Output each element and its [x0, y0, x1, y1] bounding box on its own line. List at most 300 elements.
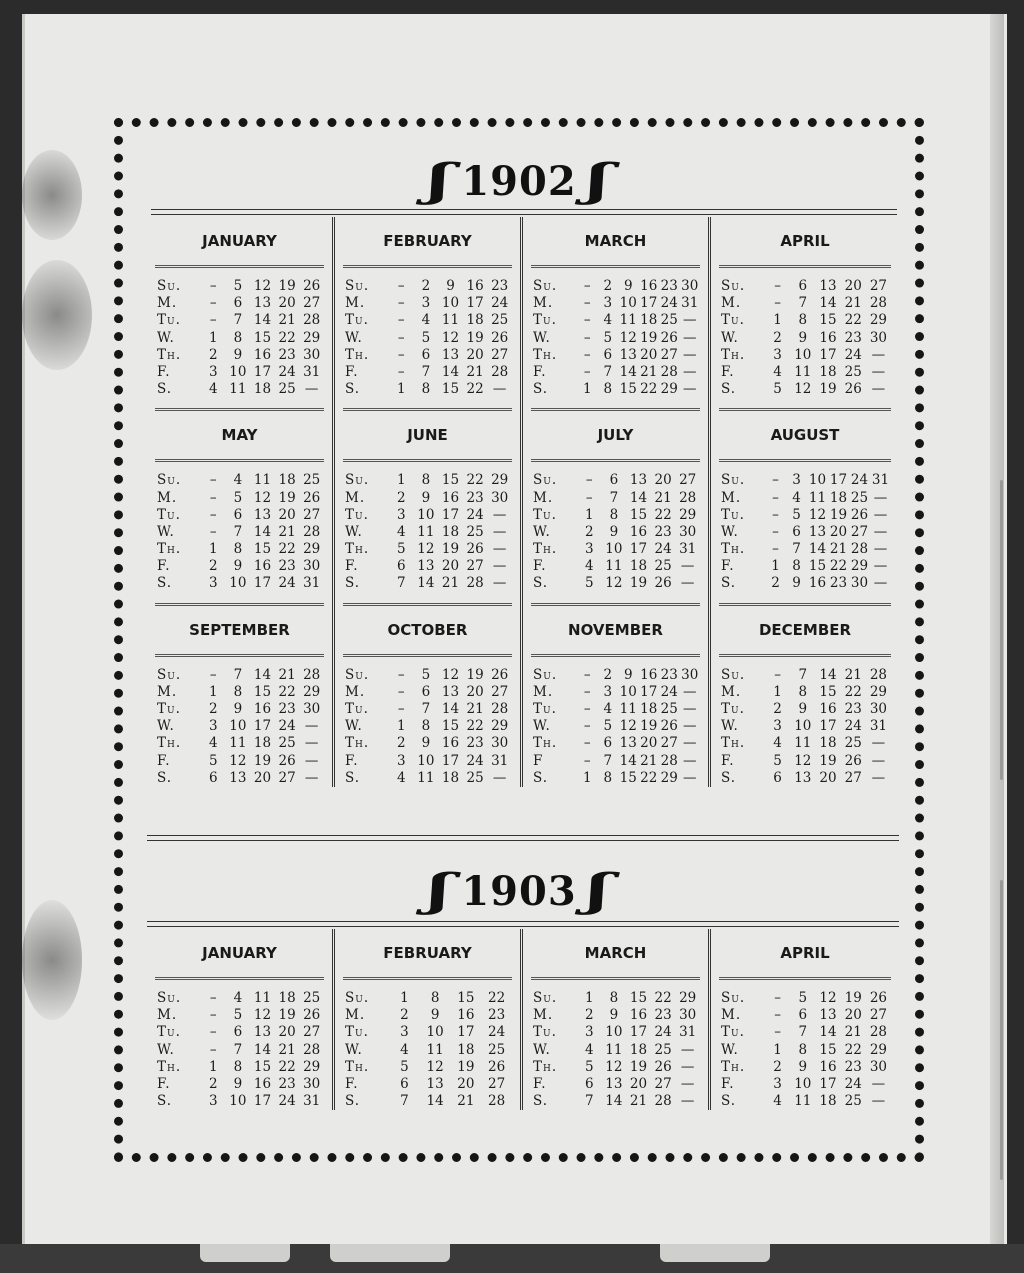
weekday-row: [533, 558, 700, 575]
date-number: 23: [654, 1007, 672, 1024]
date-number: —: [683, 381, 697, 398]
weekday-label: Su.: [345, 666, 370, 683]
weekday-label: Th.: [157, 1058, 182, 1075]
date-number: 13: [253, 506, 272, 523]
date-number: 27: [869, 1007, 887, 1024]
weekday-row: [721, 347, 891, 364]
date-number: 22: [278, 541, 296, 558]
date-number: 7: [792, 541, 801, 558]
date-number: –: [583, 363, 591, 380]
weekday-row: [345, 364, 512, 381]
date-number: 6: [798, 1007, 808, 1024]
day-table: [533, 472, 700, 592]
date-number: –: [583, 346, 591, 363]
date-number: 23: [466, 489, 484, 506]
date-number: 3: [603, 295, 613, 312]
day-table: [533, 278, 700, 398]
date-number: 13: [619, 735, 637, 752]
weekday-label: M.: [157, 1007, 178, 1024]
month-block: [523, 606, 711, 787]
weekday-row: [345, 667, 512, 684]
date-number: 15: [619, 769, 637, 786]
date-number: 21: [844, 1024, 862, 1041]
date-number: 21: [654, 489, 672, 506]
date-number: 30: [869, 329, 887, 346]
date-number: 9: [421, 489, 431, 506]
date-number: 23: [278, 1075, 296, 1092]
weekday-row: [157, 312, 324, 329]
flourish-left: ʃ: [427, 865, 453, 916]
date-number: 24: [850, 472, 869, 489]
month-name: JANUARY: [155, 217, 324, 268]
weekday-row: [345, 347, 512, 364]
date-number: 16: [441, 735, 460, 752]
weekday-label: Th.: [721, 346, 746, 363]
date-number: 16: [253, 701, 272, 717]
date-number: 20: [844, 278, 862, 294]
date-number: 28: [466, 575, 484, 592]
date-number: —: [873, 558, 888, 575]
month-block: [147, 929, 335, 1110]
weekday-label: Tu.: [345, 1024, 369, 1041]
month-block: [711, 606, 899, 787]
date-number: 13: [417, 558, 435, 575]
date-number: 20: [654, 472, 672, 489]
weekday-label: W.: [157, 329, 175, 346]
date-number: 26: [654, 1058, 672, 1075]
date-number: 13: [794, 769, 812, 786]
month-block: [147, 606, 335, 787]
weekday-label: Su.: [721, 278, 746, 294]
date-number: –: [209, 489, 217, 506]
date-number: —: [304, 735, 319, 752]
weekday-label: Su.: [157, 472, 182, 489]
date-number: 18: [466, 312, 484, 329]
date-number: 13: [819, 278, 837, 294]
date-number: 4: [585, 1041, 594, 1058]
weekday-row: [157, 770, 324, 787]
weekday-row: [721, 1042, 891, 1059]
weekday-row: [721, 990, 891, 1007]
rule: [151, 209, 897, 215]
date-number: 22: [654, 990, 672, 1006]
date-number: 19: [640, 718, 658, 735]
date-number: 22: [488, 990, 506, 1006]
weekday-label: W.: [533, 329, 551, 346]
date-number: 21: [640, 363, 658, 380]
date-number: 19: [640, 329, 658, 346]
date-number: 13: [808, 523, 827, 540]
date-number: —: [683, 718, 697, 735]
date-number: 16: [253, 346, 272, 363]
month-grid-1903: [147, 929, 899, 1110]
weekday-row: [721, 770, 891, 787]
date-number: 11: [794, 735, 812, 752]
weekday-row: [721, 490, 891, 507]
date-number: 7: [233, 1041, 243, 1058]
date-number: 14: [441, 363, 460, 380]
weekday-row: [345, 278, 512, 295]
date-number: –: [774, 295, 781, 312]
date-number: 4: [603, 312, 613, 329]
date-number: 26: [660, 329, 678, 346]
date-number: 4: [209, 735, 218, 752]
date-number: 1: [400, 990, 409, 1006]
date-number: 7: [233, 666, 243, 683]
date-number: 23: [488, 1007, 506, 1024]
date-number: —: [871, 769, 886, 786]
weekday-label: Th.: [345, 735, 370, 752]
date-number: 22: [466, 381, 484, 398]
date-number: 23: [844, 1058, 862, 1075]
date-number: 18: [457, 1041, 475, 1058]
date-number: 11: [426, 1041, 444, 1058]
weekday-row: [157, 381, 324, 398]
date-number: 25: [466, 769, 484, 786]
date-number: 26: [278, 752, 296, 769]
weekday-row: [721, 507, 891, 524]
date-number: 22: [640, 381, 658, 398]
date-number: 24: [660, 295, 678, 312]
date-number: 16: [819, 701, 837, 717]
date-number: 25: [844, 735, 862, 752]
date-number: 30: [681, 666, 699, 683]
date-number: –: [774, 1007, 781, 1024]
date-number: 14: [426, 1093, 444, 1110]
date-number: 2: [400, 1007, 409, 1024]
date-number: 22: [466, 472, 484, 489]
date-number: 3: [397, 752, 406, 769]
date-number: 24: [278, 1093, 296, 1110]
date-number: 20: [640, 346, 658, 363]
date-number: –: [583, 278, 591, 294]
date-number: 29: [491, 718, 509, 735]
weekday-row: [533, 735, 700, 752]
date-number: 26: [844, 752, 862, 769]
page-stain: [22, 260, 92, 370]
date-number: 20: [640, 735, 658, 752]
date-number: 31: [679, 541, 697, 558]
date-number: 23: [654, 523, 672, 540]
month-name: MARCH: [531, 929, 700, 980]
weekday-row: [721, 735, 891, 752]
date-number: 16: [629, 1007, 648, 1024]
weekday-label: W.: [157, 523, 175, 540]
date-number: 15: [629, 990, 648, 1006]
weekday-row: [533, 684, 700, 701]
weekday-label: Su.: [345, 278, 370, 294]
weekday-row: [157, 364, 324, 381]
date-number: 29: [850, 558, 869, 575]
date-number: 26: [303, 278, 321, 294]
date-number: —: [492, 506, 507, 523]
weekday-row: [345, 718, 512, 735]
date-number: –: [209, 666, 217, 683]
date-number: 3: [585, 541, 594, 558]
date-number: 2: [209, 558, 218, 575]
date-number: 20: [819, 769, 837, 786]
date-number: 6: [233, 506, 243, 523]
date-number: 21: [466, 363, 484, 380]
date-number: 15: [253, 329, 272, 346]
date-number: —: [680, 1075, 695, 1092]
weekday-row: [345, 1093, 512, 1110]
date-number: 24: [654, 541, 672, 558]
date-number: 6: [603, 346, 613, 363]
weekday-label: F.: [533, 363, 547, 380]
date-number: 22: [278, 683, 296, 700]
date-number: —: [871, 735, 886, 752]
weekday-row: [157, 718, 324, 735]
weekday-label: S.: [345, 381, 361, 398]
date-number: 24: [278, 363, 296, 380]
date-number: 25: [844, 1093, 862, 1110]
date-number: 3: [603, 683, 613, 700]
weekday-label: Tu.: [345, 506, 369, 523]
date-number: 25: [660, 701, 678, 717]
date-number: 15: [441, 472, 460, 489]
date-number: 11: [794, 363, 812, 380]
date-number: 10: [426, 1024, 444, 1041]
weekday-label: M.: [533, 683, 554, 700]
date-number: 20: [278, 1024, 296, 1041]
date-number: 10: [229, 575, 247, 592]
date-number: 26: [491, 329, 509, 346]
date-number: 19: [819, 752, 837, 769]
weekday-row: [157, 701, 324, 718]
weekday-row: [157, 541, 324, 558]
weekday-row: [533, 295, 700, 312]
date-number: 6: [792, 523, 801, 540]
weekday-row: [533, 1007, 700, 1024]
date-number: 4: [233, 472, 243, 489]
day-table: [533, 667, 700, 787]
date-number: 4: [773, 1093, 782, 1110]
date-number: 8: [609, 506, 619, 523]
weekday-label: S.: [157, 1093, 173, 1110]
day-table: [345, 667, 512, 787]
date-number: 16: [253, 1075, 272, 1092]
date-number: 17: [819, 718, 837, 735]
date-number: 27: [660, 735, 678, 752]
date-number: 5: [397, 541, 406, 558]
date-number: 3: [400, 1024, 409, 1041]
date-number: 28: [654, 1093, 672, 1110]
weekday-label: Tu.: [533, 701, 557, 717]
date-number: —: [492, 769, 507, 786]
rule: [147, 835, 899, 841]
date-number: 17: [441, 506, 460, 523]
date-number: 25: [660, 312, 678, 329]
month-name: MAY: [155, 411, 324, 462]
date-number: 9: [623, 666, 633, 683]
weekday-row: [533, 507, 700, 524]
date-number: –: [583, 718, 591, 735]
date-number: 25: [654, 558, 672, 575]
date-number: 18: [278, 472, 296, 489]
date-number: 18: [819, 363, 837, 380]
date-number: 4: [400, 1041, 409, 1058]
weekday-label: Tu.: [533, 1024, 557, 1041]
date-number: 22: [829, 558, 848, 575]
date-number: 18: [629, 1041, 648, 1058]
date-number: 28: [303, 523, 321, 540]
weekday-row: [721, 295, 891, 312]
date-number: 23: [660, 666, 678, 683]
month-block: [335, 217, 523, 411]
date-number: 21: [441, 575, 460, 592]
weekday-label: F.: [721, 752, 735, 769]
date-number: 6: [585, 1075, 594, 1092]
date-number: 5: [798, 990, 808, 1006]
weekday-row: [533, 278, 700, 295]
date-number: 13: [441, 683, 460, 700]
date-number: 8: [603, 769, 613, 786]
date-number: 15: [819, 312, 837, 329]
weekday-label: Th.: [157, 346, 182, 363]
date-number: 4: [397, 769, 406, 786]
date-number: 20: [441, 558, 460, 575]
weekday-label: M.: [533, 295, 554, 312]
date-number: 7: [421, 363, 431, 380]
date-number: 17: [629, 541, 648, 558]
date-number: –: [209, 506, 217, 523]
day-table: [157, 278, 324, 398]
date-number: –: [583, 752, 591, 769]
date-number: 25: [466, 523, 484, 540]
date-number: –: [209, 523, 217, 540]
weekday-label: M.: [721, 1007, 742, 1024]
date-number: 27: [303, 295, 321, 312]
date-number: 24: [278, 718, 296, 735]
date-number: 29: [303, 541, 321, 558]
weekday-row: [345, 770, 512, 787]
date-number: 2: [585, 1007, 594, 1024]
date-number: –: [397, 666, 405, 683]
date-number: —: [492, 381, 507, 398]
date-number: 30: [303, 558, 321, 575]
weekday-row: [721, 278, 891, 295]
weekday-label: M.: [721, 489, 742, 506]
date-number: 27: [869, 278, 887, 294]
date-number: 14: [441, 701, 460, 717]
date-number: 24: [466, 752, 484, 769]
date-number: 8: [421, 472, 431, 489]
weekday-row: [157, 1076, 324, 1093]
month-block: [711, 217, 899, 411]
date-number: 30: [303, 346, 321, 363]
weekday-label: M.: [721, 683, 742, 700]
date-number: 12: [441, 666, 460, 683]
weekday-label: F.: [721, 1075, 735, 1092]
weekday-row: [533, 541, 700, 558]
weekday-label: W.: [533, 718, 551, 735]
weekday-label: W.: [721, 523, 739, 540]
weekday-label: W.: [721, 718, 739, 735]
date-number: 22: [654, 506, 672, 523]
weekday-row: [533, 701, 700, 718]
date-number: 13: [441, 346, 460, 363]
date-number: 21: [278, 666, 296, 683]
date-number: 21: [278, 1041, 296, 1058]
weekday-label: F: [533, 752, 544, 769]
weekday-row: [721, 541, 891, 558]
weekday-row: [533, 770, 700, 787]
date-number: —: [683, 346, 697, 363]
date-number: 28: [869, 666, 887, 683]
date-number: 9: [792, 575, 801, 592]
weekday-row: [345, 575, 512, 592]
date-number: 28: [303, 666, 321, 683]
date-number: 28: [869, 1024, 887, 1041]
month-block: [335, 606, 523, 787]
date-number: 15: [253, 1058, 272, 1075]
date-number: 5: [233, 278, 243, 294]
date-number: 23: [278, 558, 296, 575]
date-number: 15: [819, 1041, 837, 1058]
weekday-label: W.: [157, 718, 175, 735]
date-number: 11: [417, 523, 435, 540]
weekday-label: W.: [721, 1041, 739, 1058]
date-number: 24: [491, 295, 509, 312]
weekday-row: [157, 507, 324, 524]
date-number: 19: [629, 575, 648, 592]
date-number: 23: [278, 346, 296, 363]
date-number: 9: [233, 701, 243, 717]
date-number: 7: [798, 1024, 808, 1041]
weekday-row: [721, 524, 891, 541]
date-number: 4: [792, 489, 801, 506]
weekday-row: [345, 381, 512, 398]
date-number: 8: [430, 990, 440, 1006]
binding-stitch: [1000, 480, 1003, 780]
date-number: 25: [303, 472, 321, 489]
date-number: 9: [233, 558, 243, 575]
date-number: 27: [491, 683, 509, 700]
date-number: —: [683, 701, 697, 717]
date-number: 17: [466, 295, 484, 312]
date-number: 30: [303, 701, 321, 717]
date-number: 21: [829, 541, 848, 558]
weekday-label: S.: [345, 1093, 361, 1110]
weekday-label: W.: [345, 523, 363, 540]
date-number: 16: [640, 666, 658, 683]
weekday-label: M.: [345, 1007, 366, 1024]
date-number: 4: [421, 312, 431, 329]
month-name: JUNE: [343, 411, 512, 462]
weekday-row: [157, 295, 324, 312]
month-block: [523, 411, 711, 605]
date-number: 14: [253, 1041, 272, 1058]
weekday-label: Su.: [721, 472, 746, 489]
month-block: [147, 411, 335, 605]
date-number: —: [304, 718, 319, 735]
date-number: 27: [660, 346, 678, 363]
date-number: —: [304, 381, 319, 398]
date-number: 29: [303, 683, 321, 700]
date-number: 27: [303, 1024, 321, 1041]
date-number: 7: [421, 701, 431, 717]
date-number: 19: [441, 541, 460, 558]
weekday-label: S.: [157, 769, 173, 786]
weekday-row: [345, 1024, 512, 1041]
weekday-label: S.: [721, 1093, 737, 1110]
date-number: 19: [629, 1058, 648, 1075]
date-number: 10: [417, 752, 435, 769]
bottom-edge: [0, 1244, 1024, 1273]
date-number: 14: [619, 752, 637, 769]
date-number: 9: [233, 346, 243, 363]
